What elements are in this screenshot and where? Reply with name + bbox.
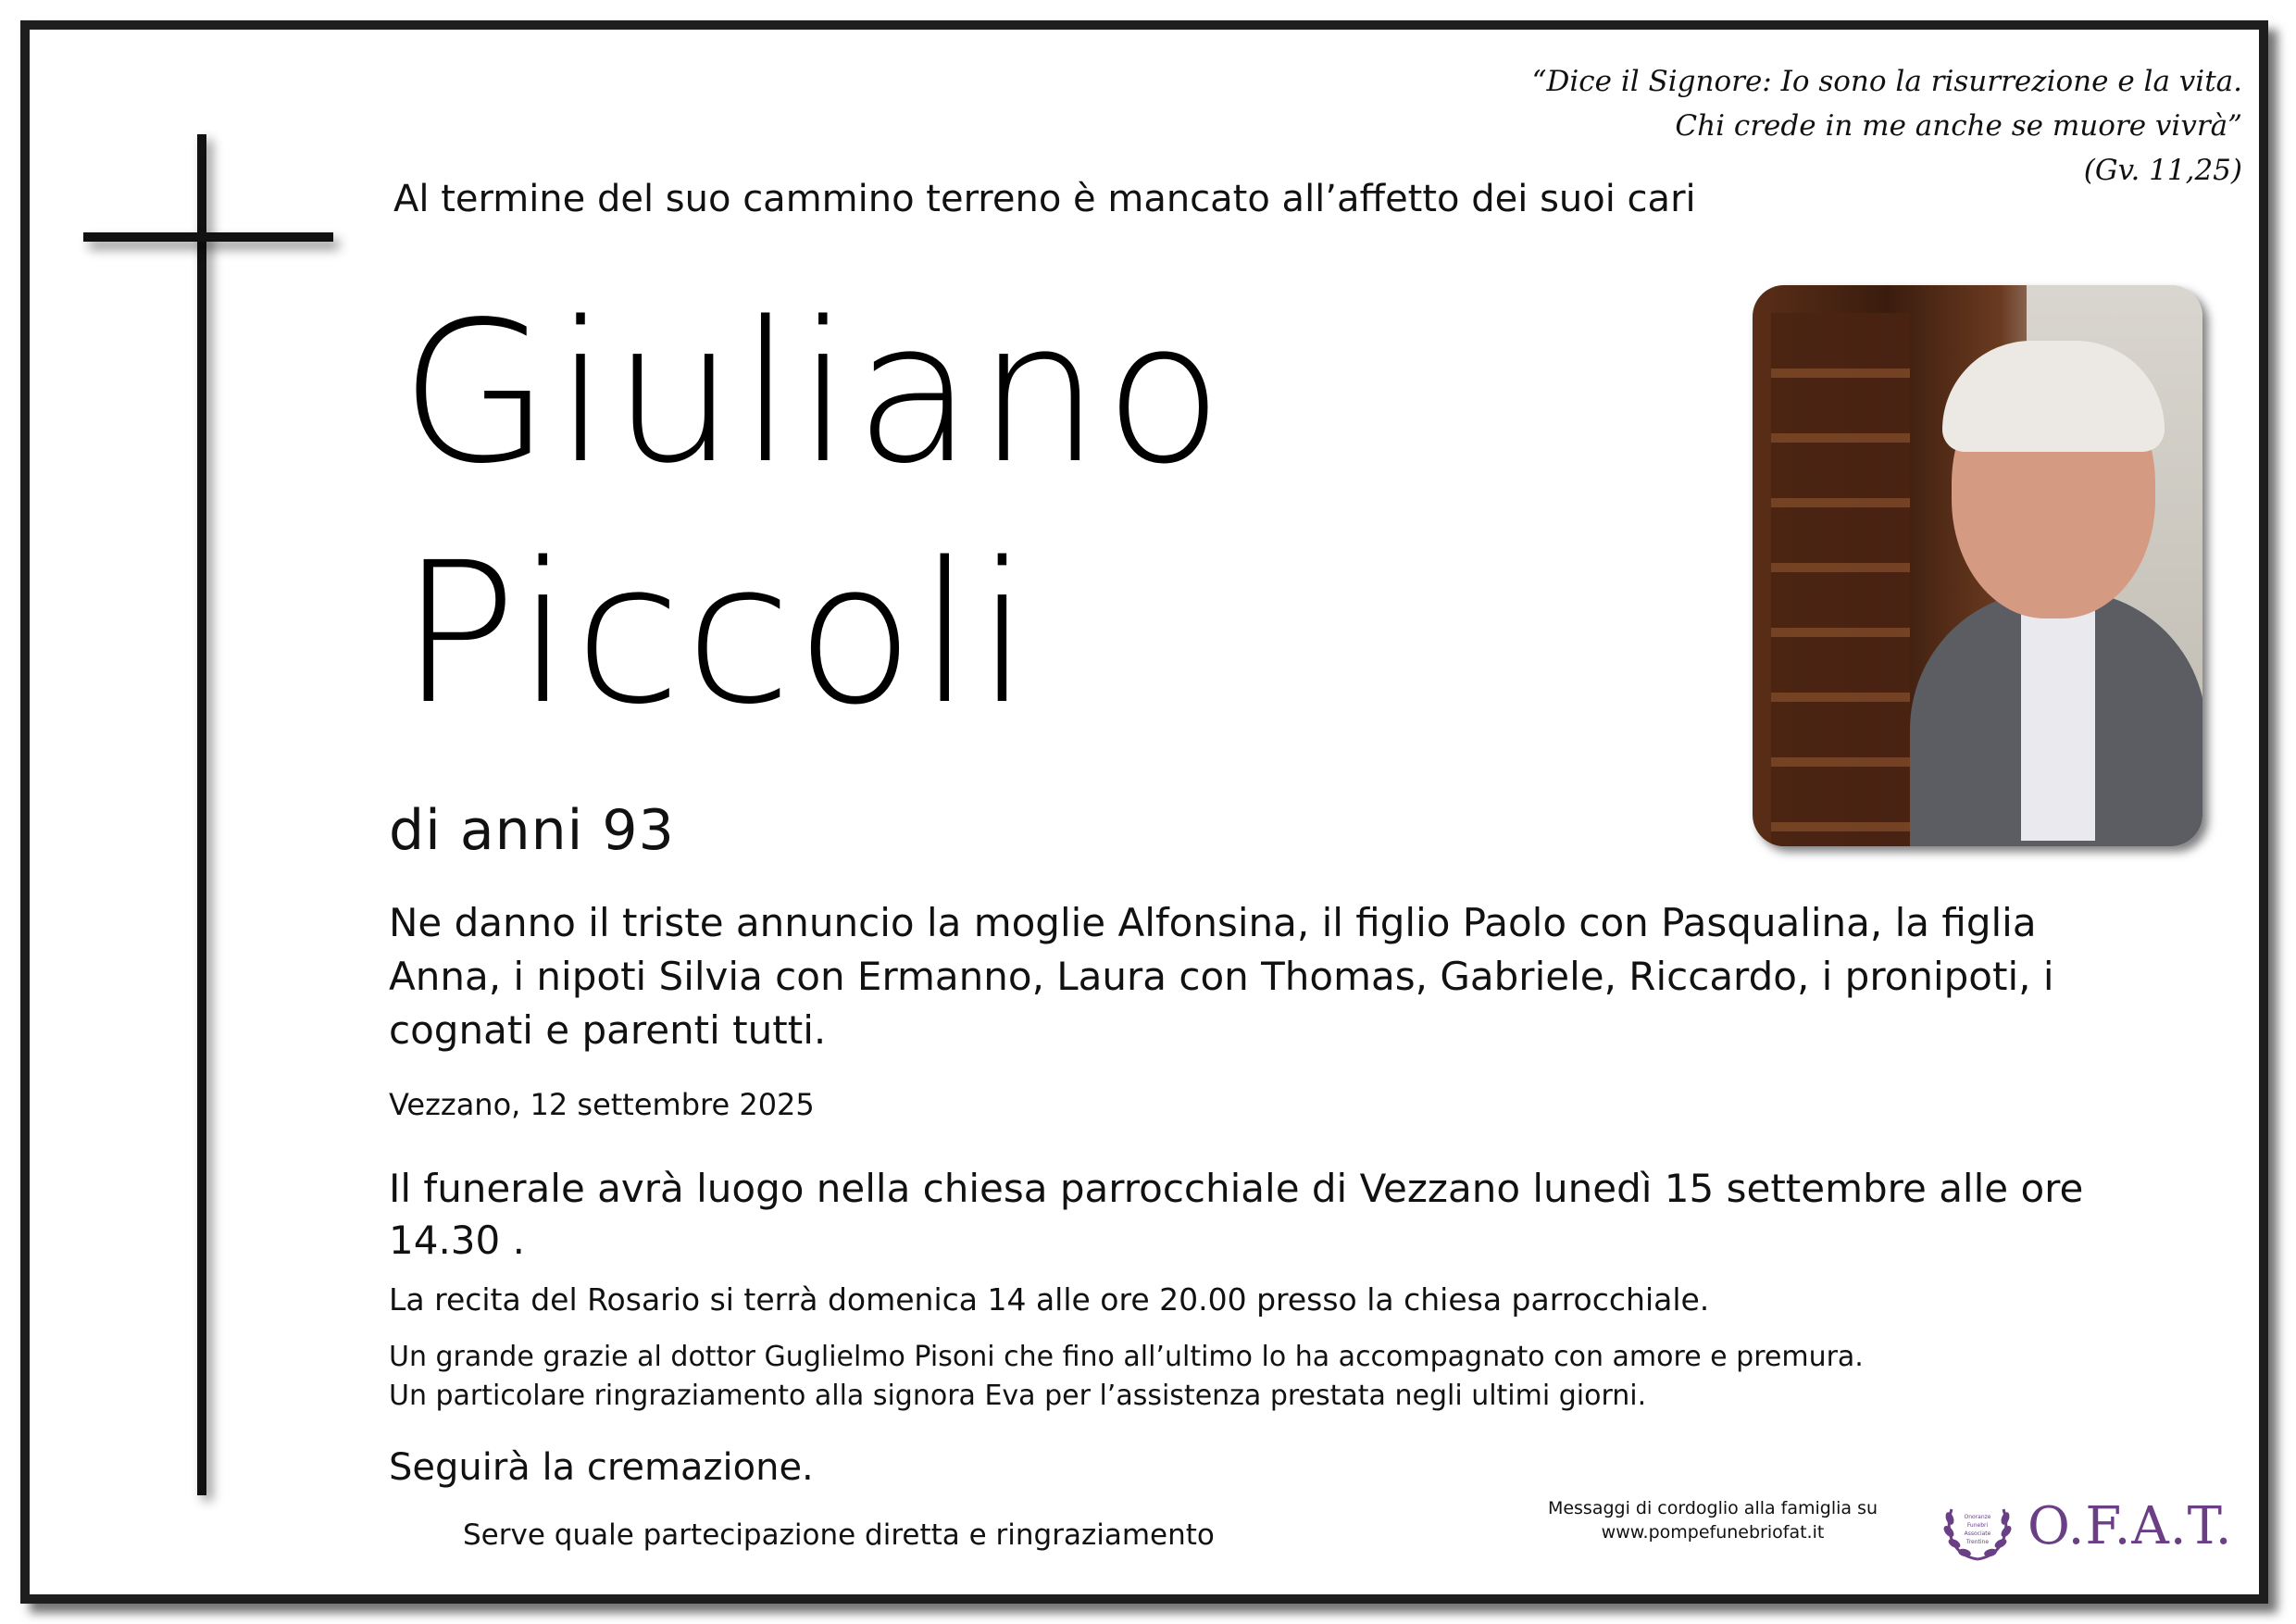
svg-text:Trentine: Trentine <box>1965 1539 1990 1545</box>
family-announcement: Ne danno il triste annuncio la moglie Alfonsina, il figlio Paolo con Pasqualina, la figlia Anna, i nipoti Silvia con Ermanno, Laura con Thomas, Gabriele, Riccardo, i pronipoti, i cognati e parenti tutti. <box>389 900 2054 1053</box>
thanks-line-2: Un particolare ringraziamento alla signora Eva per l’assistenza prestata negli ultimi giorni. <box>389 1380 1647 1412</box>
cremation-note: Seguirà la cremazione. <box>389 1446 814 1489</box>
quote-reference: (Gv. 11,25) <box>2083 154 2242 187</box>
age: di anni 93 <box>389 798 675 863</box>
ofat-logo <box>1940 1491 2233 1565</box>
funeral-info: Il funerale avrà luogo nella chiesa parrocchiale di Vezzano lunedì 15 settembre alle ore 14.30 . <box>389 1166 2084 1263</box>
laurel-wreath-icon <box>1940 1491 2015 1565</box>
quote-line-1: “Dice il Signore: Io sono la risurrezione e la vita. <box>1531 65 2242 98</box>
thanks-line-1: Un grande grazie al dottor Guglielmo Pisoni che fino all’ultimo lo ha accompagnato con amore e premura. <box>389 1341 1864 1373</box>
cross-horizontal-bar <box>83 232 333 242</box>
last-name: Piccoli <box>400 520 1034 747</box>
logo-text: O.F.A.T. <box>2028 1496 2233 1556</box>
participation-note: Serve quale partecipazione diretta e ringraziamento <box>463 1518 1215 1552</box>
photo-shirt <box>2021 600 2095 841</box>
cross-icon <box>83 134 343 1505</box>
intro-text: Al termine del suo cammino terreno è mancato all’affetto dei suoi cari <box>393 178 1696 220</box>
condolence-text: Messaggi di cordoglio alla famiglia su <box>1547 1498 1878 1518</box>
cross-vertical-bar <box>197 134 206 1495</box>
first-name: Giuliano <box>400 280 1228 506</box>
bible-quote <box>1532 59 2242 193</box>
condolence-info <box>1537 1496 1889 1544</box>
photo-cabinet <box>1771 313 1910 846</box>
svg-text:Associate: Associate <box>1964 1530 1991 1537</box>
quote-line-2: Chi crede in me anche se muore vivrà” <box>1675 109 2242 143</box>
condolence-url[interactable]: www.pompefunebriofat.it <box>1601 1522 1825 1543</box>
deceased-photo <box>1753 285 2202 846</box>
place-date: Vezzano, 12 settembre 2025 <box>389 1087 815 1122</box>
rosary-info: La recita del Rosario si terrà domenica 14 alle ore 20.00 presso la chiesa parrocchiale. <box>389 1281 1710 1318</box>
svg-text:Funebri: Funebri <box>1966 1522 1989 1529</box>
svg-text:Onoranze: Onoranze <box>1964 1514 1991 1520</box>
